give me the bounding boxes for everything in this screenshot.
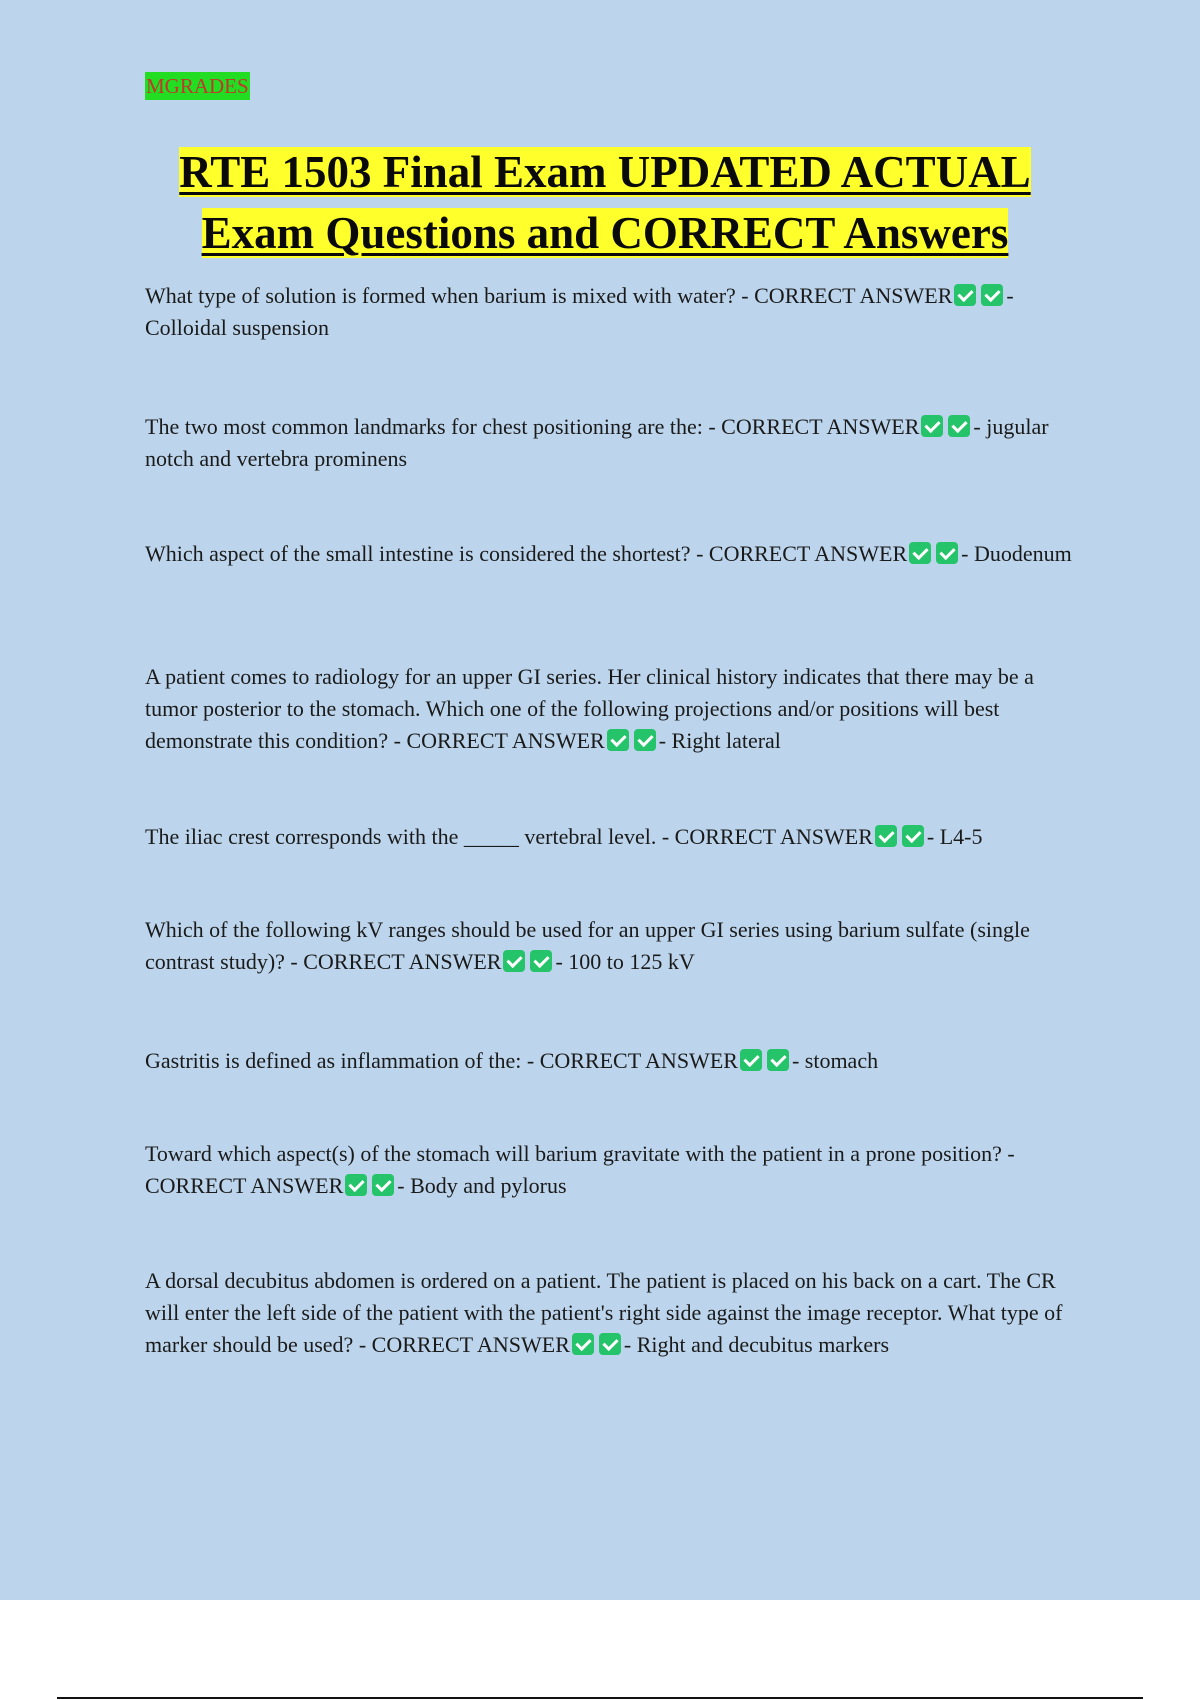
check-box-icon <box>634 729 656 751</box>
check-box-icon <box>936 542 958 564</box>
qa-item <box>145 411 1090 475</box>
qa-item <box>145 538 1090 570</box>
answer-text: - Right lateral <box>658 728 781 753</box>
question-text: Toward which aspect(s) of the stomach will barium gravitate with the patient in a prone position? - CORRECT ANSWER <box>145 1141 1015 1198</box>
brand-watermark: MGRADES <box>146 74 249 98</box>
question-text: Gastritis is defined as inflammation of the: - CORRECT ANSWER <box>145 1048 738 1073</box>
document-title <box>110 142 1100 264</box>
question-text: What type of solution is formed when barium is mixed with water? - CORRECT ANSWER <box>145 283 953 308</box>
check-box-icon <box>607 729 629 751</box>
qa-item <box>145 661 1090 757</box>
question-text: A dorsal decubitus abdomen is ordered on a patient. The patient is placed on his back on a cart. The CR will enter the left side of the patient with the patient's right side against the image receptor. What type of marker should be used? - CORRECT ANSWER <box>145 1268 1063 1357</box>
title-line-1: RTE 1503 Final Exam UPDATED ACTUAL <box>179 147 1031 197</box>
check-box-icon <box>372 1174 394 1196</box>
qa-item <box>145 1265 1090 1361</box>
title-line-2: Exam Questions and CORRECT Answers <box>201 208 1009 258</box>
answer-text: - Duodenum <box>961 541 1072 566</box>
qa-item <box>145 914 1090 978</box>
check-box-icon <box>767 1049 789 1071</box>
check-box-icon <box>948 415 970 437</box>
qa-item <box>145 1045 1090 1077</box>
check-box-icon <box>740 1049 762 1071</box>
check-box-icon <box>902 825 924 847</box>
check-box-icon <box>530 950 552 972</box>
answer-text: - Body and pylorus <box>397 1173 567 1198</box>
check-box-icon <box>875 825 897 847</box>
question-text: The two most common landmarks for chest positioning are the: - CORRECT ANSWER <box>145 414 920 439</box>
answer-text: - Right and decubitus markers <box>623 1332 890 1357</box>
qa-item <box>145 280 1090 344</box>
qa-item <box>145 821 1090 853</box>
question-text: Which aspect of the small intestine is considered the shortest? - CORRECT ANSWER <box>145 541 908 566</box>
qa-item <box>145 1138 1090 1202</box>
answer-text: - Colloidal suspension <box>145 283 1014 340</box>
answer-text: - jugular notch and vertebra prominens <box>145 414 1049 471</box>
check-box-icon <box>981 284 1003 306</box>
check-box-icon <box>503 950 525 972</box>
check-box-icon <box>572 1333 594 1355</box>
question-text: Which of the following kV ranges should be used for an upper GI series using barium sulfate (single contrast study)? - CORRECT ANSWER <box>145 917 1030 974</box>
answer-text: - 100 to 125 kV <box>555 949 695 974</box>
question-text: A patient comes to radiology for an upper GI series. Her clinical history indicates that there may be a tumor posterior to the stomach. Which one of the following projections and/or positions will best demonstrate this condition? - CORRECT ANSWER <box>145 664 1034 753</box>
footer-rule <box>57 1697 1143 1699</box>
check-box-icon <box>345 1174 367 1196</box>
check-box-icon <box>954 284 976 306</box>
check-box-icon <box>599 1333 621 1355</box>
check-box-icon <box>909 542 931 564</box>
answer-text: - L4-5 <box>926 824 983 849</box>
question-text: The iliac crest corresponds with the _____ vertebral level. - CORRECT ANSWER <box>145 824 873 849</box>
check-box-icon <box>921 415 943 437</box>
answer-text: - stomach <box>791 1048 879 1073</box>
